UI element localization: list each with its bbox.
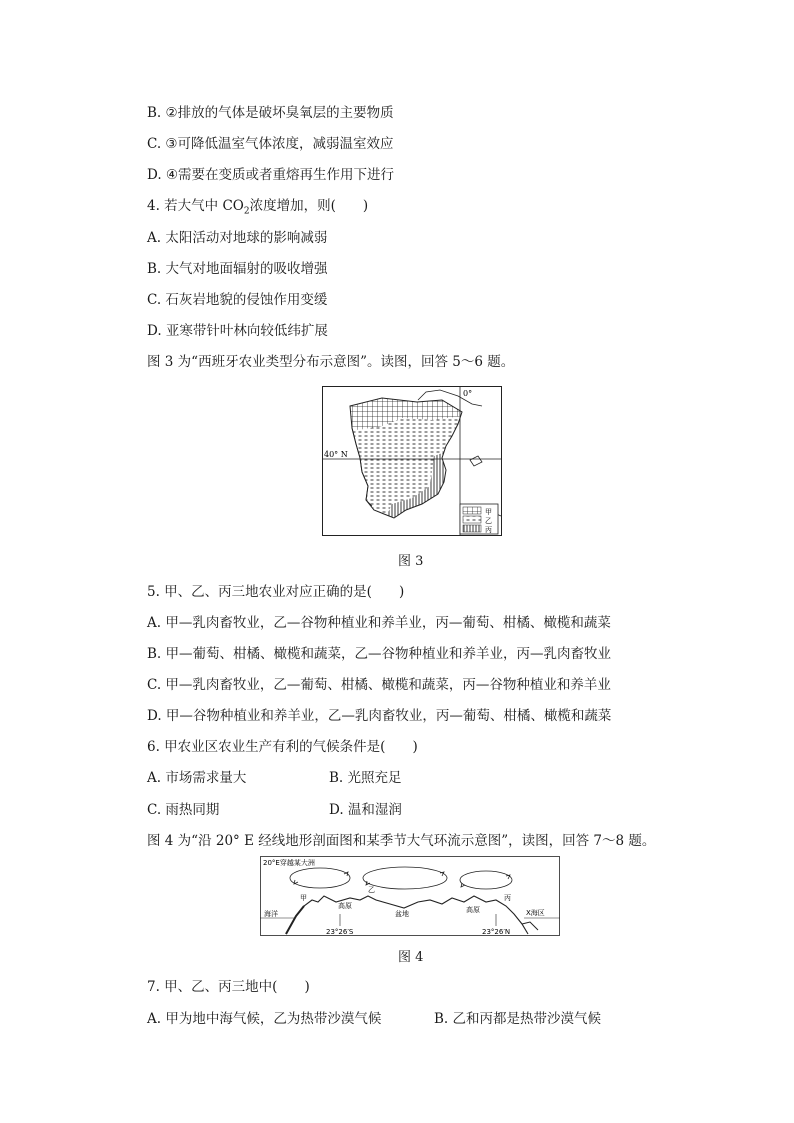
q4-stem	[147, 197, 368, 221]
q5-option-b: B. 甲—葡萄、柑橘、橄榄和蔬菜，乙—谷物种植业和养羊业，丙—乳肉畜牧业	[147, 646, 612, 662]
legend-label-yi: 乙	[485, 517, 492, 525]
figure3-map	[322, 386, 502, 536]
figure4-intro: 图 4 为“沿 20° E 经线地形剖面图和某季节大气环流示意图”，读图，回答 7～8 题。	[147, 833, 656, 849]
q6-option-b: B. 光照充足	[329, 770, 402, 786]
q5-option-a: A. 甲—乳肉畜牧业，乙—谷物种植业和养羊业，丙—葡萄、柑橘、橄榄和蔬菜	[147, 615, 611, 631]
label-yi: 乙	[368, 886, 375, 894]
legend-swatch-bing	[463, 525, 481, 532]
map-legend	[460, 504, 498, 534]
label-jia: 甲	[300, 894, 307, 902]
figure4-caption: 图 4	[398, 950, 424, 965]
label-tropic-n: 23°26′N	[482, 928, 511, 936]
label-plateau-2: 高原	[466, 906, 480, 914]
q4-option-c: C. 石灰岩地貌的侵蚀作用变缓	[147, 292, 328, 308]
q7-stem: 7. 甲、乙、丙三地中( )	[147, 979, 310, 995]
label-ocean: 海洋	[264, 910, 278, 918]
q4-option-a: A. 太阳活动对地球的影响减弱	[147, 230, 328, 246]
q3-option-c: C. ③可降低温室气体浓度，减弱温室效应	[147, 136, 394, 152]
q5-option-c: C. 甲—乳肉畜牧业，乙—葡萄、柑橘、橄榄和蔬菜，丙—谷物种植业和养羊业	[147, 677, 611, 693]
q4-stem-sub: 2	[243, 206, 250, 217]
label-sea-area: X海区	[526, 909, 545, 917]
q5-option-d: D. 甲—谷物种植业和养羊业，乙—乳肉畜牧业，丙—葡萄、柑橘、橄榄和蔬菜	[147, 708, 612, 724]
q4-option-b: B. 大气对地面辐射的吸收增强	[147, 261, 328, 277]
legend-label-bing: 丙	[485, 526, 492, 534]
q3-option-b: B. ②排放的气体是破坏臭氧层的主要物质	[147, 105, 394, 121]
q3-option-d: D. ④需要在变质或者重熔再生作用下进行	[147, 167, 395, 183]
q4-stem-pre: 4. 若大气中 CO	[147, 198, 244, 214]
label-basin: 盆地	[395, 910, 409, 918]
q6-option-c: C. 雨热同期	[147, 802, 220, 818]
q5-stem: 5. 甲、乙、丙三地农业对应正确的是( )	[147, 584, 405, 600]
legend-swatch-jia	[463, 507, 481, 514]
label-plateau-1: 高原	[338, 902, 352, 910]
figure3-intro: 图 3 为“西班牙农业类型分布示意图”。读图，回答 5～6 题。	[147, 354, 515, 370]
q7-option-a: A. 甲为地中海气候，乙为热带沙漠气候	[147, 1011, 382, 1027]
q4-stem-post: 浓度增加，则( )	[249, 198, 369, 214]
profile-title: 20°E穿越某大洲	[263, 859, 315, 867]
label-tropic-s: 23°26′S	[326, 928, 354, 936]
q4-option-d: D. 亚寒带针叶林向较低纬扩展	[147, 323, 328, 339]
meridian-label: 0°	[463, 389, 473, 398]
q6-stem: 6. 甲农业区农业生产有利的气候条件是( )	[147, 739, 418, 755]
figure3-caption: 图 3	[398, 554, 424, 569]
label-bing: 丙	[504, 894, 511, 902]
q6-option-a: A. 市场需求量大	[147, 770, 247, 786]
figure4-profile	[260, 856, 560, 936]
q7-option-b: B. 乙和丙都是热带沙漠气候	[434, 1011, 602, 1027]
legend-swatch-yi	[463, 516, 481, 523]
legend-label-jia: 甲	[485, 508, 492, 516]
latitude-label: 40° N	[324, 450, 348, 459]
q6-option-d: D. 温和湿润	[329, 802, 402, 818]
